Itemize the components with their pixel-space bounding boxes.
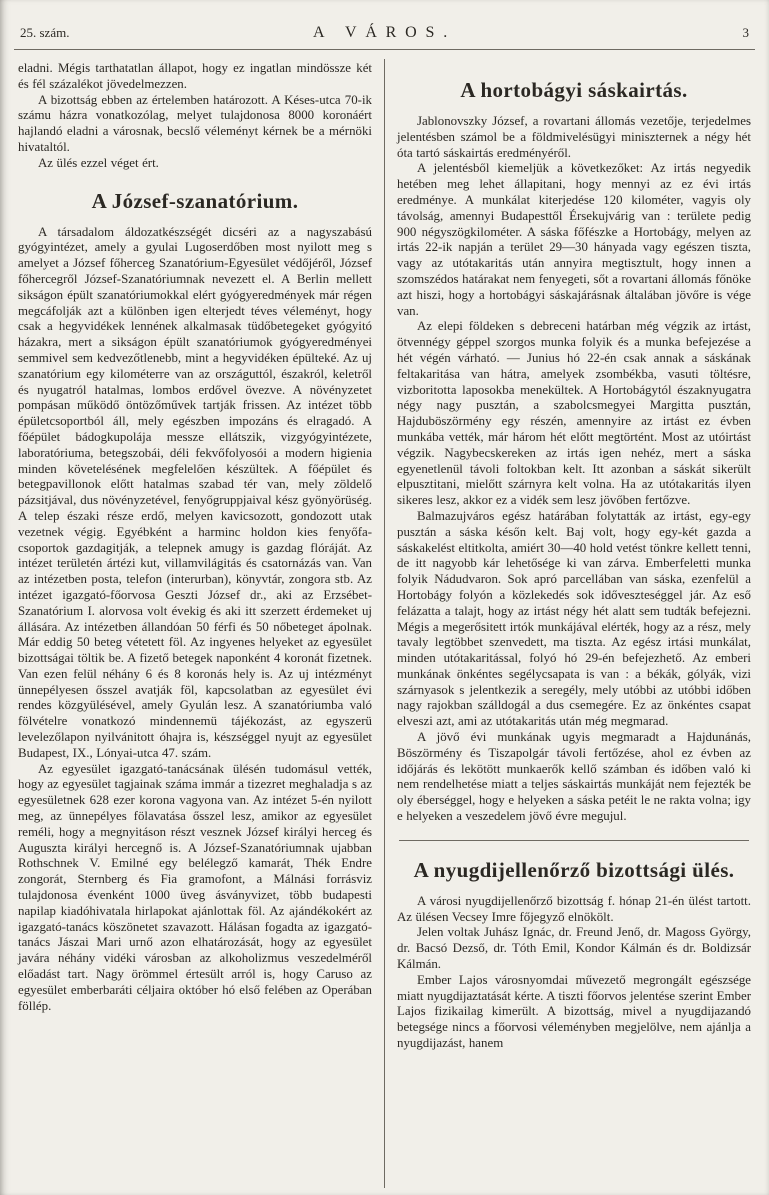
article-title: A József-szanatórium.	[91, 188, 299, 213]
article-paragraph: Jelen voltak Juhász Ignác, dr. Freund Jenő, dr. Magoss György, dr. Bacsó Dezső, dr. Tóth Emil, Kondor Kálmán és dr. Boldizsár Kálmán.	[397, 925, 751, 972]
article-hortobagyi-saskairtas	[397, 78, 751, 825]
article-title: A nyugdijellenőrző bizottsági ülés.	[413, 857, 735, 882]
article-nyugdij-bizottsagi-ules	[397, 858, 751, 1052]
article-title: A hortobágyi sáskairtás.	[460, 78, 688, 102]
article-paragraph: Jablonovszky József, a rovartani állomás vezetője, terjedelmes jelentésben számol be a földmivelésügyi miniszternek a négy hét óta tartó sáskairtás eredményéről.	[397, 114, 751, 160]
article-paragraph: Az egyesület igazgató-tanácsának ülésén tudomásul vették, hogy az egyesület tagjainak száma immár a tizezret meghaladja s az egyesületnek 628 ezer korona vagyona van. Az intézet 5-én nyilott meg, az ünnepélyes fölavatása ősszel lesz, amikor az egyesület reméli, hogy a megnyitáson részt vesznek József királyi herceg és Auguszta királyi hercegnő is. A József-Szanatóriumnak ujabban Rothschnek V. Emilné egy belélegző kamarát, Thék Endre zongorát, Sternberg és Fia gramofont, a Málnási forrásviz tulajdonosa évenként 1000 üveg ásványvizet, több budapesti napilap kiadóhivatala hirlapokat ajánlottak föl. Az ajándékokért az igazgató-tanács köszönetet szavazott. Hálásan fogadta az igazgató-tanács Jászai Mari urnő azon elhatározását, hogy az egyesület javára néhány vidéki városban az alkoholizmus veszedelméről előadást tart. Nagy örömmel értesült arról is, hogy Caruso az egyesület emberbaráti céljaira október hó első felében az Operában föllép.	[18, 761, 372, 1013]
issue-number: 25. szám.	[20, 25, 70, 40]
page-columns	[14, 50, 755, 1188]
article-paragraph: eladni. Mégis tarthatatlan állapot, hogy ez ingatlan mindössze két és fél százalékot jövedelmezzen.	[18, 61, 372, 91]
article-paragraph: Balmazujváros egész határában folytatták az irtást, egy-egy pusztán a sáska későn kelt. Baj volt, hogy egy-két gazda a sáskakelést eltitkolta, amiért 30—40 hold vetést tönkre kellett tenni, de itt nagyobb kár lehetősége ki van zárva. Emberfeletti munka folyik Nádudvaron. Sok apró parcellában van sáska, ezenfelül a Hortobágy folyón a közlekedés sok időveszteséggel jár. Az eső felázatta a talajt, hogy az irtást négy hét alatt sem tudták befejezni. Mégis a megerősitett irtók munkájával elérték, hogy az a rész, mely tavaly legtöbbet szenvedett, ma tiszta. Az egész irtási munkálat, minden utótakaritással, folyó hó 29-én befejezhető. Az emberi munkának önkéntes segélycsapata is van : a békák, gólyák, vizi szárnyasok s jelentkezik a seregély, mely utóbbi az utóbbi időben nagy rajokban szálldogál a dus csemegére. Ez az önkéntes csapat elveszi azt, ami az utótakaritás után még megmarad.	[397, 508, 751, 729]
article-paragraph: A városi nyugdijellenőrző bizottság f. hónap 21-én ülést tartott. Az ülésen Vecsey Imre főjegyző elnökölt.	[397, 893, 751, 924]
left-column	[14, 59, 384, 1188]
right-column	[385, 59, 755, 1188]
article-separator-rule	[399, 840, 749, 841]
page-header	[14, 0, 755, 50]
article-paragraph: Ember Lajos városnyomdai művezető megrongált egészsége miatt nyugdijaztatását kérte. A tiszti főorvos jelentése szerint Ember Lajos fizikailag kimerült. A bizottság, mivel a nyugdijazandó betegsége nincs a főorvosi véleményben megjelölve, nem ajánlja a nyugdijazást, hanem	[397, 972, 751, 1051]
article-paragraph: Az elepi földeken s debreceni határban még végzik az irtást, ötvennégy géppel szorgos munka folyik és a munka befejezése a hét végén várható. — Junius hó 22-én csak annak a sáskának feltakaritása van hátra, amelyek zsombékba, vasuti töltésre, vizboritotta laposokba menekültek. A Hortobágytól északnyugatra négy nagy pusztán, a szabolcsmegyei Margitta pusztán, Hajduböszörmény egy részén, amennyire az irtást ez évben munkába vették, már három hét előtt megtörtént. Most az utóirtást végzik. Nagybecskereken az irtás igen nehéz, mert a sáska egyenetlenül távoli foltokban kelt. Itt azonban a sáskát sikerült elpusztitani, mielőtt szárnyra kelt volna. Ha az utótakaritás ilyen sikeres lesz, akkor ez a vidék sem lesz jövőben fertőzve.	[397, 319, 751, 508]
article-paragraph: A társadalom áldozatkészségét dicséri az a nagyszabású gyógyintézet, amely a gyulai Lugoserdőben most nyilott meg s amelyet a József főherceg Szanatórium-Egyesület védőjéről, József főhercegről József-Szanatóriumnak nevezett el. A Berlin mellett sikságon épült szanatóriumokkal elért gyógyeredmények már régen megcáfolják azt a különben igen elterjedt téves véleményt, hogy csak a hegyvidékek lennének alkalmasak tüdőbetegeket gyógyitó házakra, mert a sikságon épült szanatóriumok gyógyeredményei semmivel sem kedvezőtlenebb, mint a hegyvidéken épülteké. Az uj szanatórium egy kilométerre van az országuttól, északról, keletről és nyugatról hatalmas, lombos erdővel övezve. A növényzetet pompásan működő öntözőművek tartják frissen. Az intézet több épületcsoportból áll, mely egészben impozáns és elragadó. A főépület bádogkupolája messze ellátszik, vizgyógyintézete, laboratóriuma, betegszobái, déli fekvőfolyosói a modern higienia minden követelésének megfelelően készültek. A főépület és betegpavillonok előtt hatalmas szabad tér van, mely zöldelő pázsitjával, dus növényzetével, fenyőgruppjaival kész gyönyörüség. A telep északi része erdő, melyen kavicsozott, gondozott utak vezetnek végig. Egyébként a harminc holdon kies fenyőfa-csoportok gazdagitják, a telepnek amugy is gazdag flóráját. Az intézet területén ártézi kut, villamvilágitás és csatornázás van. Van az intézetben posta, telefon (interurban), könyvtár, zongora stb. Az intézet igazgató-főorvosa Geszti József dr., aki az Erzsébet-Szanatórium I. alorvosa volt évekig és aki itt szerzett érdemeket uj állására. Az intézetben állandóan 50 férfi és 50 nőbeteget ápolnak. Már eddig 50 beteg vétetett föl. Az ingyenes helyeket az egyesület bizottságai töltik be. A fizető betegek naponként 4 koronát fizetnek. Van ezen felül néhány 6 és 8 koronás hely is. Az uj intézményt ünnepélyesen ősszel avatják föl, kapcsolatban az egyesület évi rendes közgyülésével, amely Gyulán lesz. A szanatóriumba való fölvételre vonatkozó mindennemü tájékozást, az egyszerü levelezőlapon nyilvánitott óhajra is, készséggel nyujt az egyesület Budapest, IX., Lónyai-utca 47. szám.	[18, 224, 372, 760]
article-jozsef-szanatorium	[18, 189, 372, 1015]
article-paragraph: A jövő évi munkának ugyis megmaradt a Hajdunánás, Böszörmény és Tiszapolgár távoli fertőzése, ahol ez évben az időjárás és lekötött munkaerők kellő számban és időben való ki nem rendelhetése miatt a teljes sáskairtás munkáját nem fejezték be oly éberséggel, hogy e helyeken a sáska petéit le ne rakta volna; igy e helyeken a veszedelem jövő évre megujul.	[397, 730, 751, 824]
article-paragraph: A jelentésből kiemeljük a következőket: Az irtás negyedik hetében meg lehet állapitani, hogy mennyi az ez évi irtás eredménye. A munkálat kiterjedése 120 kilométer, vagyis oly távolság, amennyi Budapesttől Érsekujvárig van : területe pedig 900 négyszögkilométer. A sáska főfészke a Hortobágy, melyen az irtás 22-ik napján a terület 29—30 hányada vagy egészen tiszta, vagy az utótakaritás után annyira megtisztult, hogy innen a szomszédos határakat nem fenyegeti, sőt a rovartani állomás főnöke azt hiszi, hogy a hortobágyi sáskajárásnak általában jövőre is vége van.	[397, 161, 751, 318]
article-council-continuation	[18, 61, 372, 172]
masthead-title: A VÁROS.	[312, 24, 457, 41]
article-paragraph: A bizottság ebben az értelemben határozott. A Késes-utca 70-ik számu házra vonatkozólag, melyet tulajdonosa 8000 koronáért hajlandó eladni a városnak, becslő véleményt kérnek be a mérnöki hivataltól.	[18, 92, 372, 154]
page-number: 3	[742, 25, 749, 40]
article-paragraph: Az ülés ezzel véget ért.	[37, 155, 159, 170]
